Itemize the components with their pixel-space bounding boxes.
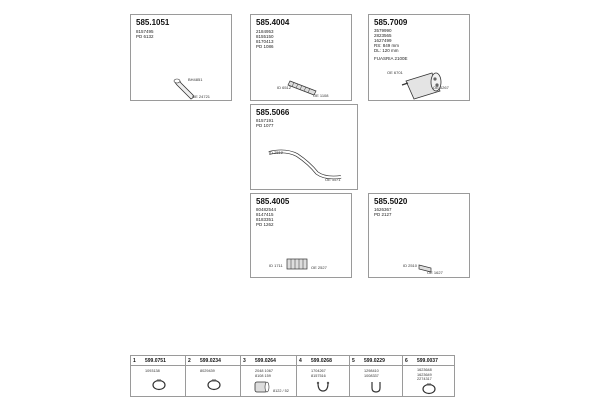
- part-ref-line: 2823565: [374, 33, 392, 38]
- callout-label: OE 1171: [325, 177, 341, 182]
- accessory-cell[interactable]: [297, 356, 350, 396]
- clamp-icon: [421, 383, 437, 395]
- part-card-585-4005[interactable]: [250, 193, 352, 278]
- callout-label: ID 1711: [269, 263, 283, 268]
- accessory-ref: 8108 159: [255, 373, 271, 378]
- part-ref-line: 8147415: [256, 212, 274, 217]
- accessory-number: 1: [133, 358, 136, 364]
- accessory-ref: 1704267: [311, 369, 326, 373]
- part-ref-line: PD 1077: [256, 123, 274, 128]
- part-card-585-7009[interactable]: [368, 14, 470, 101]
- accessory-cell[interactable]: [131, 356, 186, 396]
- part-ref-line: 1626367: [374, 207, 392, 212]
- part-ref-line: 8183351: [256, 217, 274, 222]
- accessory-number: 4: [299, 358, 302, 364]
- accessory-ref: 1093138: [145, 369, 160, 373]
- accessory-cell[interactable]: [241, 356, 297, 396]
- part-card-585-5066[interactable]: [250, 104, 358, 190]
- part-ref-line: DL: 120 mm: [374, 48, 399, 53]
- callout-label: OE 6267: [433, 85, 449, 90]
- callout-label: OE 1108: [313, 93, 329, 98]
- part-ref-line: 2184953: [256, 29, 274, 34]
- accessory-ref: 1623649: [417, 372, 432, 377]
- part-number: 585.7009: [374, 18, 408, 27]
- accessory-ref: 8157516: [311, 373, 326, 378]
- accessory-ref: 1298410: [364, 369, 379, 373]
- part-ref-line: 1627499: [374, 38, 392, 43]
- accessory-number: 3: [243, 358, 246, 364]
- part-card-585-4004[interactable]: [250, 14, 352, 101]
- accessory-ref: 1623648: [417, 368, 432, 372]
- clamp-icon: [206, 379, 222, 391]
- accessory-part-number: 599.0264: [255, 358, 276, 364]
- callout-label: OE 24721: [192, 94, 211, 99]
- part-ref-line: PD 1262: [256, 222, 274, 227]
- accessory-part-number: 599.0037: [417, 358, 438, 364]
- accessory-part-number: 599.0229: [364, 358, 385, 364]
- part-ref-line: PD 6132: [136, 34, 154, 39]
- part-ref-line: 8157495: [136, 29, 154, 34]
- part-card-585-5020[interactable]: [368, 193, 470, 278]
- accessory-ref: 2048 1067: [255, 369, 273, 373]
- callout-label: OE 1627: [427, 270, 443, 275]
- part-number: 585.4005: [256, 197, 290, 206]
- accessory-note: 8122 / 52: [273, 389, 289, 393]
- callout-label: ID 2510: [403, 263, 418, 268]
- part-ref-line: 8157191: [256, 118, 274, 123]
- accessory-part-number: 599.0268: [311, 358, 332, 364]
- accessory-ref: 1008337: [364, 373, 379, 378]
- accessory-part-number: 599.0751: [145, 358, 166, 364]
- callout-label: ID 2512: [269, 150, 284, 155]
- part-ref-line: 3579990: [374, 28, 392, 33]
- callout-label: ID 6512: [277, 85, 292, 90]
- accessory-number: 6: [405, 358, 408, 364]
- callout-label: BH4851: [188, 77, 203, 82]
- accessories-table: [130, 355, 455, 397]
- accessory-cell[interactable]: [403, 356, 454, 396]
- callout-label: OE 6701: [387, 70, 403, 75]
- clamp-icon: [151, 379, 167, 391]
- sleeve-icon: [253, 380, 271, 394]
- part-number: 585.5020: [374, 197, 408, 206]
- part-ref-line: PD 2127: [374, 212, 392, 217]
- part-ref-line: 8155150: [256, 34, 274, 39]
- accessory-number: 2: [188, 358, 191, 364]
- part-ref-line: PD 1086: [256, 44, 274, 49]
- u-bolt-icon: [369, 381, 383, 393]
- part-ref-line: FUASRIA 2100E: [374, 56, 408, 61]
- part-card-585-1051[interactable]: [130, 14, 232, 101]
- part-ref-line: 8170413: [256, 39, 274, 44]
- part-number: 585.5066: [256, 108, 290, 117]
- accessory-cell[interactable]: [186, 356, 241, 396]
- accessory-part-number: 599.0234: [200, 358, 221, 364]
- flexible-pipe-icon: [283, 256, 313, 272]
- accessory-cell[interactable]: [350, 356, 403, 396]
- accessory-ref: 8029439: [200, 369, 215, 373]
- part-ref-line: 80482544: [256, 207, 277, 212]
- part-number: 585.4004: [256, 18, 290, 27]
- accessory-number: 5: [352, 358, 355, 364]
- accessory-ref: 2274317: [417, 377, 432, 381]
- callout-label: OE 2527: [311, 265, 327, 270]
- part-ref-line: RS: 849 mm: [374, 43, 400, 48]
- part-number: 585.1051: [136, 18, 170, 27]
- hanger-icon: [316, 381, 330, 393]
